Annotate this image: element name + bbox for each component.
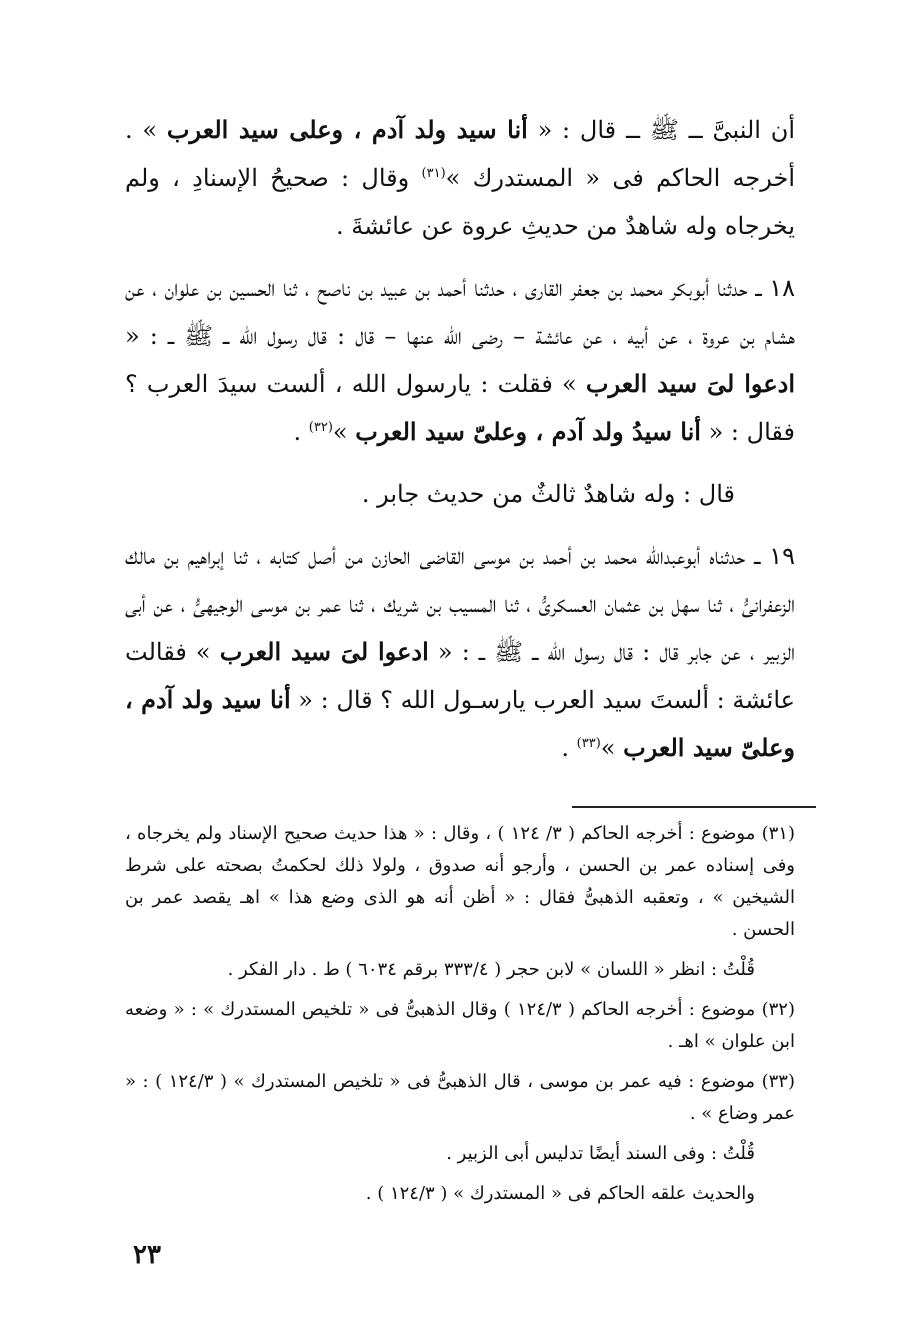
paragraph-witness: قال : وله شاهدٌ ثالثٌ من حديث جابر .: [361, 480, 735, 508]
footnote-ref-31[interactable]: (٣١): [421, 166, 446, 181]
footnote-33-note-2: والحديث علقه الحاكم فى « المستدرك » ( ١٢٤/٣ ) .: [365, 1183, 755, 1204]
page-number: ٢٣: [133, 1240, 161, 1270]
footnotes: [125, 818, 795, 1218]
hadith-text: أنا سيد ولد آدم ، وعلى سيد العرب: [166, 115, 528, 144]
footnote-ref-32[interactable]: (٣٢): [308, 420, 333, 435]
hadith-text: ادعوا لىَ سيد العرب: [585, 369, 795, 398]
hadith-text: أنا سيد ولد آدم ، وعلىّ سيد العرب: [125, 685, 795, 762]
pbuh-ligature: ﷺ: [184, 322, 214, 350]
footnote-32: (٣٢) موضوع : أخرجه الحاكم ( ١٢٤/٣ ) وقال الذهبىُّ فى « تلخيص المستدرك » : « وضعه ابن علوان » اهـ .: [125, 999, 795, 1052]
pbuh-ligature: ﷺ: [494, 638, 524, 666]
hadith-text: ادعوا لىَ سيد العرب: [219, 637, 429, 666]
footnote-ref-33[interactable]: (٣٣): [576, 736, 601, 751]
footnote-divider: [572, 806, 816, 808]
paragraph-18: ١٨ ــ حدثنا أبوبكر محمد بن جعفر القارى ، حدثنا أحمد بن عبيد بن ناصح ، ثنا الحسين بن علوان ، عن هشام بن عروة ، عن أبيه ، عن عائشة – رضى الله عنها – قال : قال رسول الله ــ ﷺ ــ : « ادعوا لىَ سيد العرب » فقلت : يارسول الله ، ألست سيدَ العرب ؟ فقال : « أنا سيدُ ولد آدم ، وعلىّ سيد العرب »$^{(٣٢)}$ .: [125, 274, 796, 446]
pbuh-ligature: ﷺ: [649, 116, 679, 144]
paragraph-1: أن النبىَّ ــ ﷺ ــ قال : « أنا سيد ولد آدم ، وعلى سيد العرب » . أخرجه الحاكم فى « المستدرك »$^{(٣١)}$ وقال : صحيحُ الإسنادِ ، ولم يخرجاه وله شاهدٌ من حديثِ عروة عن عائشةَ .: [125, 115, 796, 240]
footnote-31: (٣١) موضوع : أخرجه الحاكم ( ٣/ ١٢٤ ) ، وقال : « هذا حديث صحيح الإسناد ولم يخرجاه ، وفى إسناده عمر بن الحسن ، وأرجو أنه صدوق ، ولولا ذلك لحكمتُ بصحته على شرط الشيخين » ، وتعقبه الذهبىُّ فقال : « أظن أنه هو الذى وضع هذا » اهـ يقصد عمر بن الحسن .: [125, 823, 795, 940]
footnote-33-note: قُلْتُ : وفى السند أيضًا تدليس أبى الزبير .: [446, 1143, 755, 1164]
main-text: [125, 106, 795, 786]
hadith-text: أنا سيدُ ولد آدم ، وعلىّ سيد العرب: [355, 417, 701, 446]
footnote-33: (٣٣) موضوع : فيه عمر بن موسى ، قال الذهبىُّ فى « تلخيص المستدرك » ( ١٢٤/٣ ) : « عمر وضاع » .: [125, 1071, 796, 1124]
paragraph-19: ١٩ ــ حدثناه أبوعبدالله محمد بن أحمد بن موسى القاضى الحازن من أصل كتابه ، ثنا إبراهيم بن مالك الزعفرانىُّ ، ثنا سهل بن عثمان العسكرىُّ ، ثنا المسيب بن شريك ، ثنا عمر بن موسى الوجيهىُّ ، عن أبى الزبير ، عن جابر قال : قال رسول الله ــ ﷺ ــ : « ادعوا لىَ سيد العرب » فقالت عائشة : ألستَ سيد العرب يارسـول الله ؟ قال : « أنا سيد ولد آدم ، وعلىّ سيد العرب »$^{(٣٣)}$ .: [125, 542, 796, 762]
footnote-31-note: قُلْتُ : انظر « اللسان » لابن حجر ( ٣٣٣/٤ برقم ٦٠٣٤ ) ط . دار الفكر .: [227, 959, 755, 980]
